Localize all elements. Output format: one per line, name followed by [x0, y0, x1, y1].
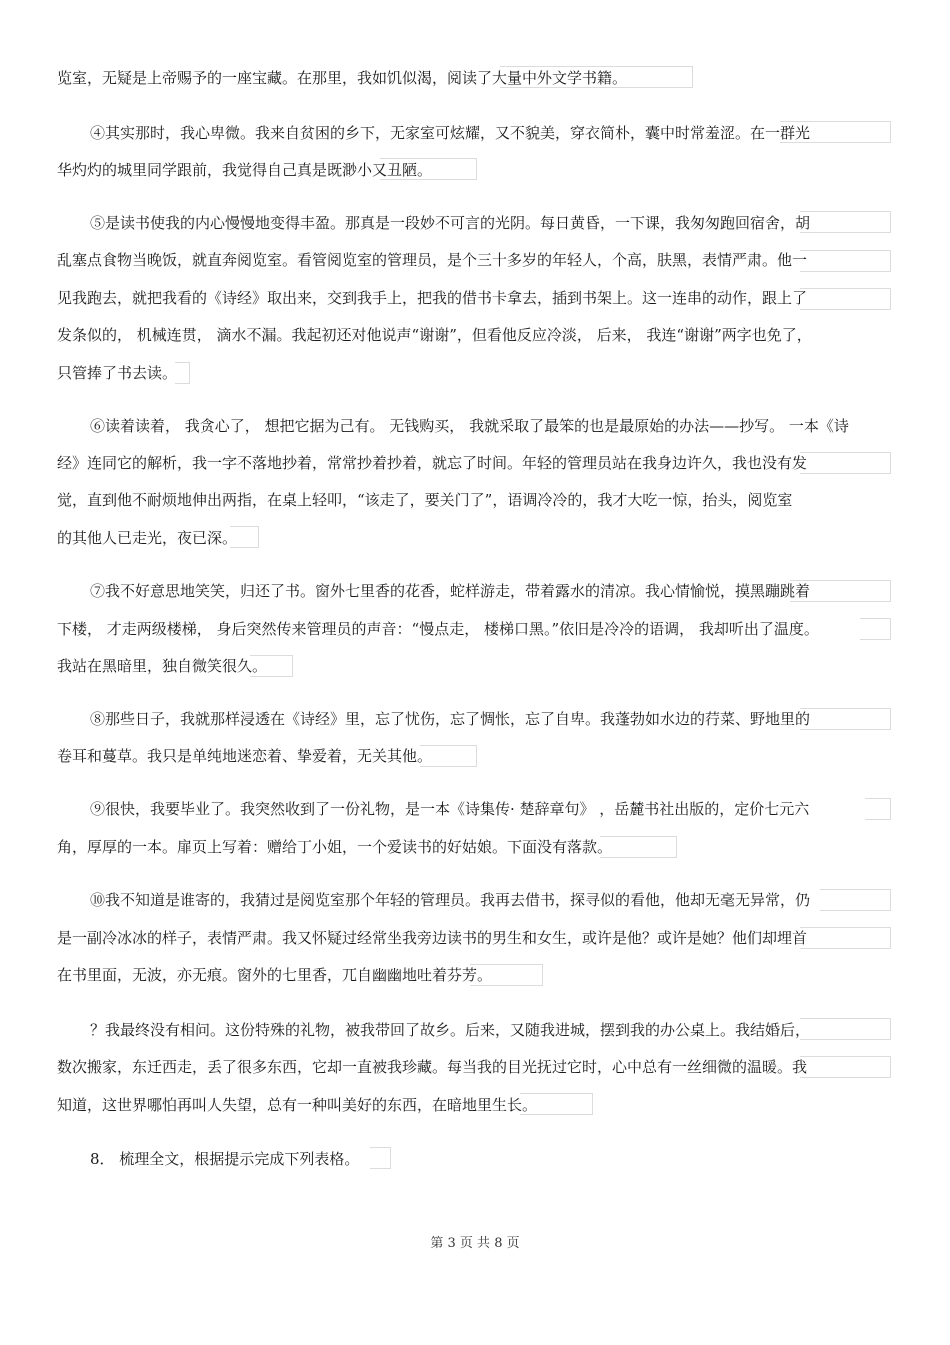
paragraph-8-line: ⑧那些日子，我就那样浸透在《诗经》里，忘了忧伤，忘了惆怅，忘了自卑。我蓬勃如水边的荇菜、野地里的	[90, 710, 811, 728]
text-line: 乱塞点食物当晚饭，就直奔阅览室。看管阅览室的管理员，是个三十多岁的年轻人，个高，肤黑，表情严肃。他一	[57, 251, 808, 269]
line-rule	[500, 66, 693, 88]
line-rule	[790, 580, 891, 602]
text-line: 览室，无疑是上帝赐予的一座宝藏。在那里，我如饥似渴，阅读了大量中外文学书籍。	[57, 69, 628, 87]
text-line: 只管捧了书去读。	[57, 364, 178, 382]
text-line: 经》连同它的解析，我一字不落地抄着，常常抄着抄着，就忘了时间。年轻的管理员站在我身边许久，我也没有发	[57, 454, 808, 472]
paragraph-10-line: ⑩我不知道是谁寄的，我猜过是阅览室那个年轻的管理员。我再去借书，探寻似的看他，他却无毫无异常，仍	[90, 891, 811, 909]
text-line: 发条似的， 机械连贯， 滴水不漏。我起初还对他说声“谢谢”，但看他反应冷淡， 后来， 我连“谢谢”两字也免了，	[57, 326, 812, 344]
line-rule	[175, 362, 190, 384]
line-rule	[800, 452, 891, 474]
page-number: 第 3 页 共 8 页	[430, 1236, 520, 1251]
text-line: 卷耳和蔓草。我只是单纯地迷恋着、挚爱着，无关其他。	[57, 747, 433, 765]
paragraph-7-line: ⑦我不好意思地笑笑，归还了书。窗外七里香的花香，蛇样游走，带着露水的清凉。我心情愉悦，摸黑蹦跳着	[90, 582, 811, 600]
text-line: 在书里面，无波，亦无痕。窗外的七里香，兀自幽幽地吐着芬芳。	[57, 966, 493, 984]
line-rule	[370, 1147, 391, 1169]
line-rule	[800, 1056, 891, 1078]
text-line: 觉，直到他不耐烦地伸出两指，在桌上轻叩，“该走了，要关门了”，语调冷冷的，我才大吃一惊，抬头，阅览室	[57, 491, 793, 509]
line-rule	[250, 655, 293, 677]
text-line: 角，厚厚的一本。扉页上写着：赠给丁小姐，一个爱读书的好姑娘。下面没有落款。	[57, 838, 613, 856]
line-rule	[800, 1018, 891, 1040]
text-line: 知道，这世界哪怕再叫人失望，总有一种叫美好的东西，在暗地里生长。	[57, 1096, 538, 1114]
text-line: 是一副冷冰冰的样子，表情严肃。我又怀疑过经常坐我旁边读书的男生和女生，或许是他？或许是她？他们却埋首	[57, 929, 808, 947]
line-rule	[520, 1093, 593, 1115]
paragraph-4-line: ④其实那时，我心卑微。我来自贫困的乡下，无家室可炫耀，又不貌美，穿衣简朴，囊中时常羞涩。在一群光	[90, 124, 811, 142]
line-rule	[865, 798, 891, 820]
line-rule	[800, 288, 891, 310]
question-8: 8． 梳理全文，根据提示完成下列表格。	[90, 1150, 360, 1168]
paragraph-6-line: ⑥读着读着， 我贪心了， 想把它据为己有。 无钱购买， 我就采取了最笨的也是最原始的办法——抄写。 一本《诗	[90, 417, 849, 435]
line-rule	[800, 211, 891, 233]
line-rule	[600, 836, 677, 858]
text-line: 数次搬家，东迁西走，丢了很多东西，它却一直被我珍藏。每当我的目光抚过它时，心中总有一丝细微的温暖。我	[57, 1058, 808, 1076]
line-rule	[800, 708, 891, 730]
line-rule	[820, 889, 891, 911]
line-rule	[380, 158, 477, 180]
text-line: 的其他人已走光，夜已深。	[57, 529, 238, 547]
line-rule	[420, 745, 477, 767]
line-rule	[230, 526, 259, 548]
text-line: 下楼， 才走两级楼梯， 身后突然传来管理员的声音：“慢点走， 楼梯口黑。”依旧是冷冷的语调， 我却听出了温度。	[57, 620, 819, 638]
line-rule	[780, 121, 891, 143]
text-line: 见我跑去，就把我看的《诗经》取出来，交到我手上，把我的借书卡拿去，插到书架上。这一连串的动作，跟上了	[57, 289, 808, 307]
paragraph-9-line: ⑨很快，我要毕业了。我突然收到了一份礼物，是一本《诗集传· 楚辞章句》 ，岳麓书社出版的，定价七元六	[90, 800, 810, 818]
line-rule	[800, 250, 891, 272]
line-rule	[800, 927, 891, 949]
paragraph-5-line: ⑤是读书使我的内心慢慢地变得丰盈。那真是一段妙不可言的光阴。每日黄昏，一下课，我匆匆跑回宿舍，胡	[90, 214, 811, 232]
text-line: 我站在黑暗里，独自微笑很久。	[57, 657, 268, 675]
text-line: 华灼灼的城里同学跟前，我觉得自己真是既渺小又丑陋。	[57, 161, 433, 179]
line-rule	[470, 964, 543, 986]
line-rule	[860, 618, 891, 640]
paragraph-11-line: ？我最终没有相问。这份特殊的礼物，被我带回了故乡。后来，又随我进城，摆到我的办公桌上。我结婚后，	[90, 1021, 811, 1039]
